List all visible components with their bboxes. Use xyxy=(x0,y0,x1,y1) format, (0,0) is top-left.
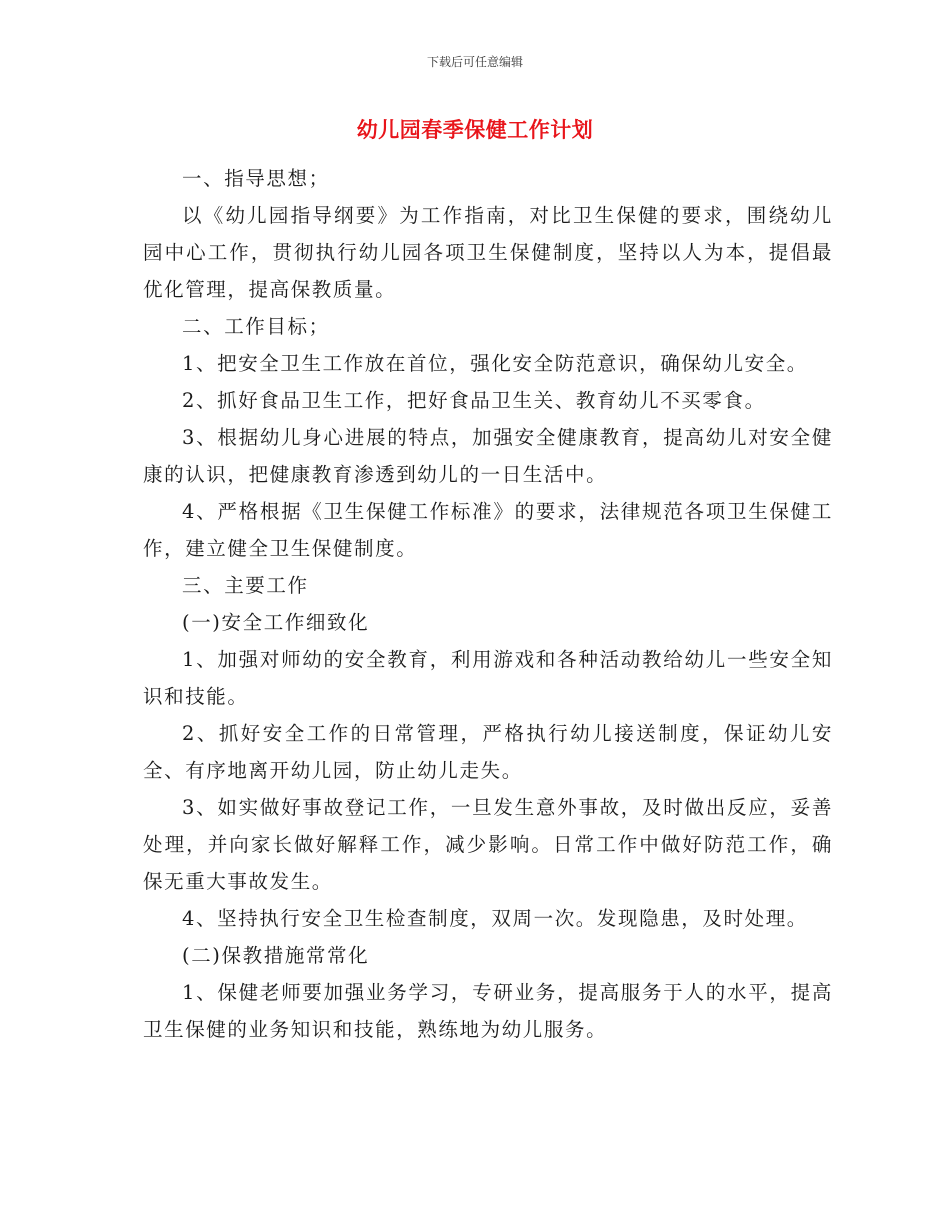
document-body xyxy=(143,160,833,1048)
subsection-heading-safety: (一)安全工作细致化 xyxy=(182,611,370,634)
care-item-1: 1、保健老师要加强业务学习，专研业务，提高服务于人的水平，提高卫生保健的业务知识和技能，熟练地为幼儿服务。 xyxy=(143,981,833,1041)
goal-item-1: 1、把安全卫生工作放在首位，强化安全防范意识，确保幼儿安全。 xyxy=(182,352,808,375)
goal-item-3: 3、根据幼儿身心进展的特点，加强安全健康教育，提高幼儿对安全健康的认识，把健康教育渗透到幼儿的一日生活中。 xyxy=(143,426,833,486)
safety-item-1: 1、加强对师幼的安全教育，利用游戏和各种活动教给幼儿一些安全知识和技能。 xyxy=(143,648,833,708)
section-heading-work-goals: 二、工作目标； xyxy=(182,315,330,338)
goal-item-2: 2、抓好食品卫生工作，把好食品卫生关、教育幼儿不买零食。 xyxy=(182,389,766,412)
section-heading-main-work: 三、主要工作 xyxy=(182,574,309,597)
header-note: 下载后可任意编辑 xyxy=(426,55,523,69)
safety-item-4: 4、坚持执行安全卫生检查制度，双周一次。发现隐患，及时处理。 xyxy=(182,907,808,930)
section-heading-guiding-thought: 一、指导思想； xyxy=(182,167,330,190)
document-title: 幼儿园春季保健工作计划 xyxy=(356,118,594,142)
goal-item-4: 4、严格根据《卫生保健工作标准》的要求，法律规范各项卫生保健工作，建立健全卫生保健制度。 xyxy=(143,500,833,560)
safety-item-3: 3、如实做好事故登记工作，一旦发生意外事故，及时做出反应，妥善处理，并向家长做好解释工作，减少影响。日常工作中做好防范工作，确保无重大事故发生。 xyxy=(143,796,833,893)
safety-item-2: 2、抓好安全工作的日常管理，严格执行幼儿接送制度，保证幼儿安全、有序地离开幼儿园，防止幼儿走失。 xyxy=(143,722,833,782)
subsection-heading-care-measures: (二)保教措施常常化 xyxy=(182,944,370,967)
paragraph-guiding-thought: 以《幼儿园指导纲要》为工作指南，对比卫生保健的要求，围绕幼儿园中心工作，贯彻执行幼儿园各项卫生保健制度，坚持以人为本，提倡最优化管理，提高保教质量。 xyxy=(143,204,833,301)
